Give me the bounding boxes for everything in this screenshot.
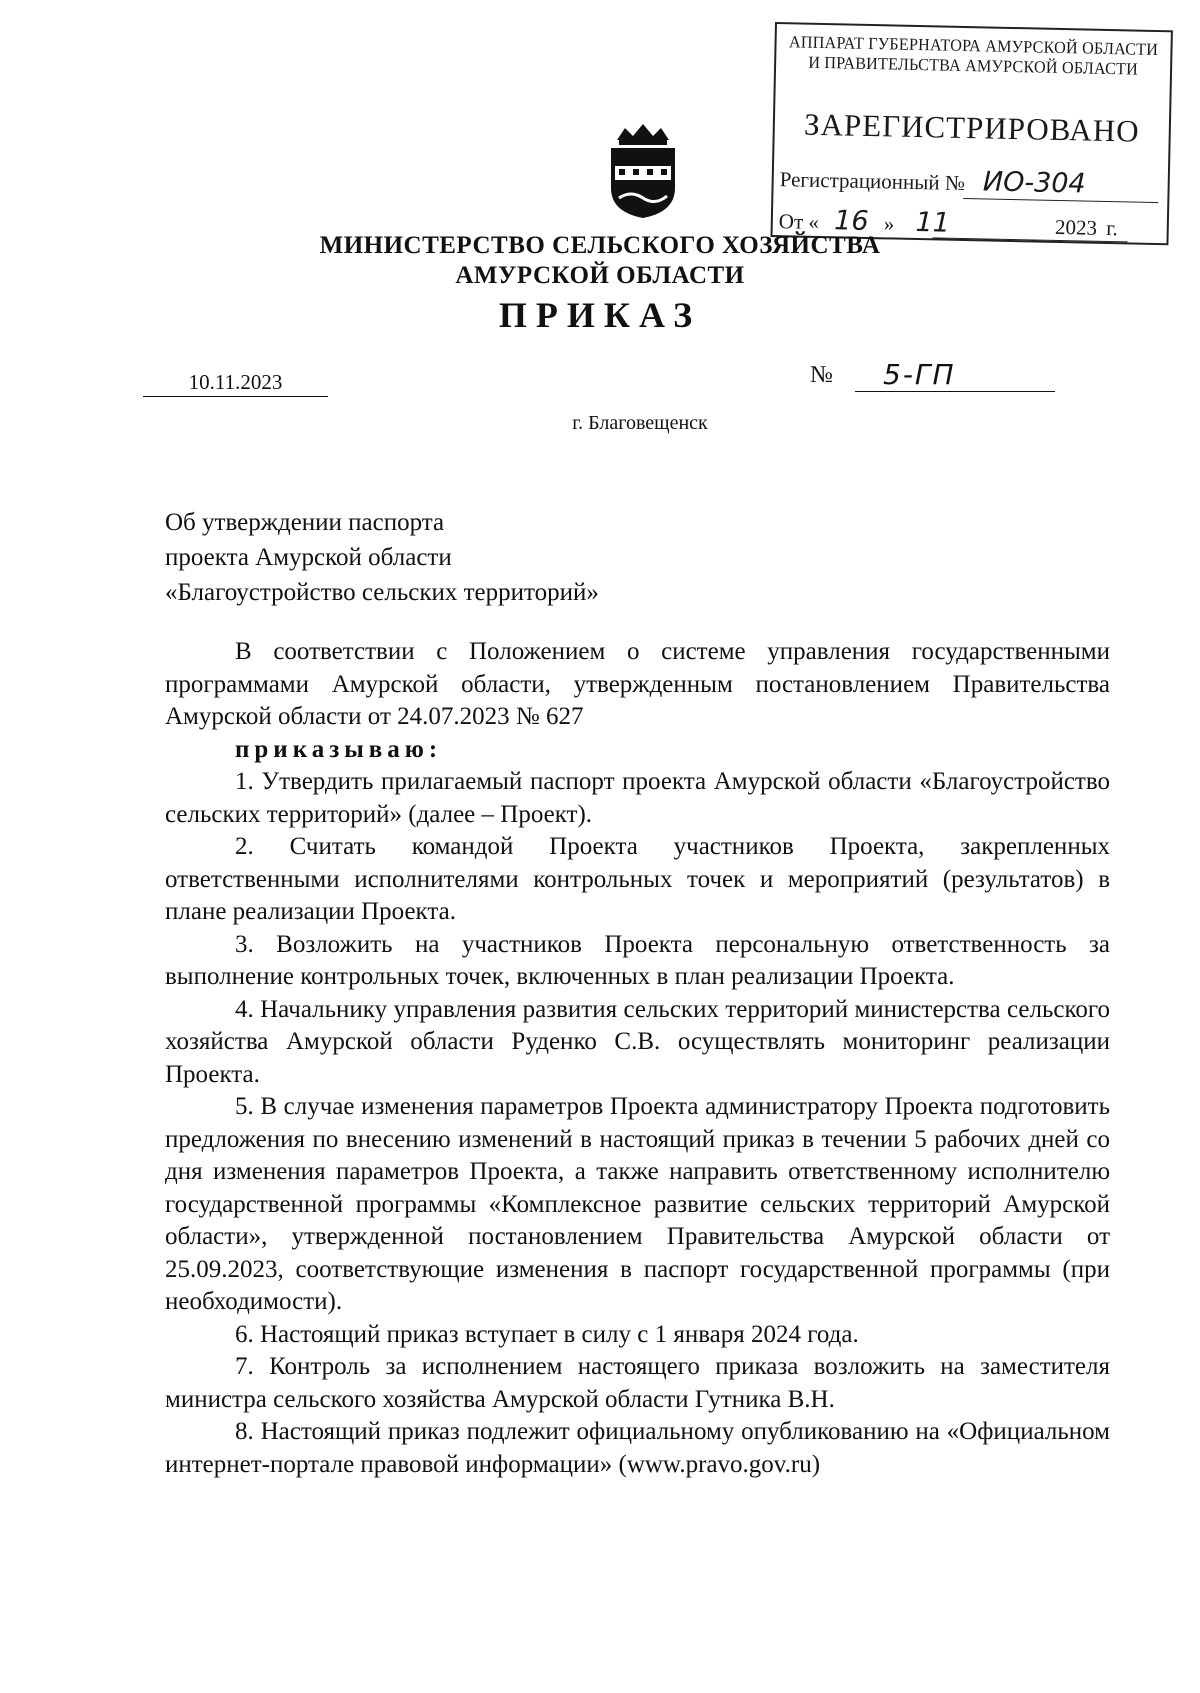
title-line: Об утверждении паспорта [165,509,445,536]
order-item-3: 3. Возложить на участников Проекта персональную ответственность за выполнение контрольных точек, включенных в план реализации Проекта. [165,930,1110,990]
preamble-paragraph: В соответствии с Положением о системе управления государственными программами Амурской области, утвержденным постановлением Правительства Амурской области от 24.07.2023 № 627 [165,638,1110,730]
document-body [165,636,1110,1481]
stamp-date-month: 11 [915,206,951,239]
document-number-value: 5-ГП [855,358,1055,392]
order-item-4: 4. Начальнику управления развития сельских территорий министерства сельского хозяйства Амурской области Руденко С.В. осуществлять мониторинг реализации Проекта. [165,995,1110,1088]
stamp-authority-line2: И ПРАВИТЕЛЬСТВА АМУРСКОЙ ОБЛАСТИ [808,52,1139,79]
stamp-date-mid: » [883,211,895,236]
stamp-authority-line1: АППАРАТ ГУБЕРНАТОРА АМУРСКОЙ ОБЛАСТИ [788,32,1159,60]
stamp-date-prefix: От « [778,209,820,234]
stamp-reg-number: ИО-304 [982,166,1086,200]
document-number-label: № [810,362,833,388]
stamp-date-suffix: г. [1106,215,1119,241]
document-title [165,505,599,610]
order-item-6: 6. Настоящий приказ вступает в силу с 1 января 2024 года. [235,1320,859,1348]
order-word: приказываю: [235,735,443,763]
ministry-name-line1: МИНИСТЕРСТВО СЕЛЬСКОГО ХОЗЯЙСТВА [319,232,881,259]
stamp-registered-label: ЗАРЕГИСТРИРОВАНО [803,106,1140,149]
order-item-8: 8. Настоящий приказ подлежит официальному опубликованию на «Официальном интернет-портале правовой информации» (www.pravo.gov.ru) [165,1418,1110,1478]
order-item-2: 2. Считать командой Проекта участников Проекта, закрепленных ответственными исполнителями контрольных точек и мероприятий (результатов) в плане реализации Проекта. [165,833,1110,925]
coat-of-arms-icon [603,120,683,220]
stamp-date-day: 16 [833,205,869,237]
stamp-date-year: 2023 [1054,214,1098,240]
registration-stamp [770,22,1172,245]
document-type-heading: ПРИКАЗ [498,295,702,335]
stamp-registration-row [779,162,1160,201]
title-line: «Благоустройство сельских территорий» [165,579,599,606]
order-item-5: 5. В случае изменения параметров Проекта администратору Проекта подготовить предложения по внесению изменений в настоящий приказ в течении 5 рабочих дней со дня изменения параметров Проекта, а также направить ответственному исполнителю государственной программы «Комплексное развитие сельских территорий Амурской области», утвержденной постановлением Правительства Амурской области от 25.09.2023, соответствующие изменения в паспорт государственной программы (при необходимости). [165,1093,1110,1315]
order-item-1: 1. Утвердить прилагаемый паспорт проекта Амурской области «Благоустройство сельских территорий» (далее – Проект). [165,768,1110,828]
order-item-7: 7. Контроль за исполнением настоящего приказа возложить на заместителя министра сельского хозяйства Амурской области Гутника В.Н. [165,1353,1110,1413]
ministry-name-line2: АМУРСКОЙ ОБЛАСТИ [455,262,745,289]
title-line: проекта Амурской области [165,544,452,571]
document-date: 10.11.2023 [143,370,328,397]
document-city: г. Благовещенск [572,412,708,434]
stamp-reg-label: Регистрационный № [779,167,966,196]
